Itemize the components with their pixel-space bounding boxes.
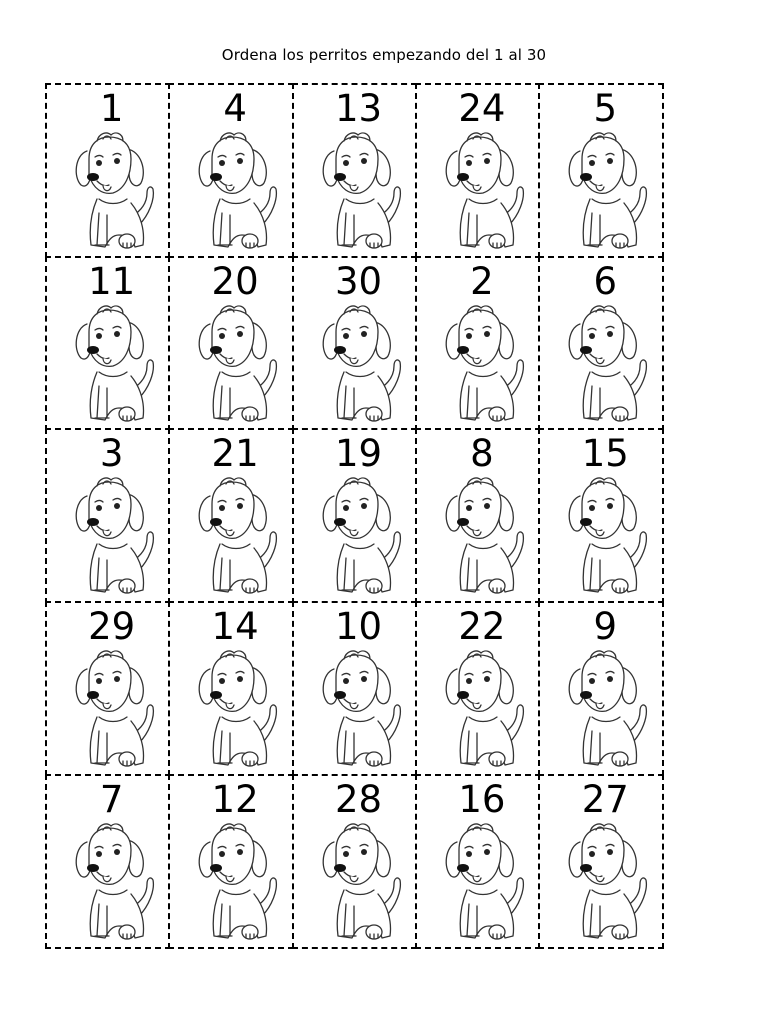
card-number: 4 xyxy=(223,86,247,130)
puppy-icon xyxy=(316,474,406,594)
number-card[interactable] xyxy=(45,774,171,949)
card-number: 29 xyxy=(88,605,136,649)
card-number: 24 xyxy=(458,86,506,130)
card-number: 3 xyxy=(99,432,124,476)
puppy-icon xyxy=(69,647,159,767)
puppy-icon xyxy=(69,474,159,594)
puppy-icon xyxy=(439,302,529,422)
card-number: 21 xyxy=(211,432,259,476)
number-card[interactable] xyxy=(415,428,541,603)
number-card[interactable] xyxy=(168,774,294,949)
card-number: 5 xyxy=(593,86,618,130)
card-number: 8 xyxy=(470,432,494,476)
puppy-icon xyxy=(192,474,282,594)
number-card[interactable] xyxy=(45,83,171,258)
number-card[interactable] xyxy=(538,774,664,949)
card-number: 11 xyxy=(88,259,136,303)
card-number: 10 xyxy=(334,605,383,649)
puppy-icon xyxy=(69,820,159,940)
number-card[interactable] xyxy=(292,428,418,603)
number-card[interactable] xyxy=(415,774,541,949)
number-card[interactable] xyxy=(538,256,664,431)
puppy-icon xyxy=(192,647,282,767)
puppy-icon xyxy=(562,474,652,594)
card-number: 2 xyxy=(470,259,494,303)
card-number: 15 xyxy=(581,432,629,476)
number-card[interactable] xyxy=(415,83,541,258)
puppy-icon xyxy=(316,647,406,767)
card-number: 28 xyxy=(334,777,383,821)
card-number: 20 xyxy=(211,259,259,303)
card-number: 12 xyxy=(211,777,259,821)
puppy-icon xyxy=(562,129,652,249)
puppy-icon xyxy=(192,129,282,249)
card-number: 6 xyxy=(593,259,618,303)
card-number: 7 xyxy=(99,777,124,821)
number-card[interactable] xyxy=(292,774,418,949)
number-card[interactable] xyxy=(168,601,294,776)
number-card[interactable] xyxy=(538,601,664,776)
puppy-icon xyxy=(192,302,282,422)
number-card[interactable] xyxy=(168,428,294,603)
card-number: 1 xyxy=(99,86,124,130)
puppy-icon xyxy=(562,647,652,767)
card-grid xyxy=(46,84,663,948)
number-card[interactable] xyxy=(45,601,171,776)
puppy-icon xyxy=(316,129,406,249)
number-card[interactable] xyxy=(45,428,171,603)
puppy-icon xyxy=(69,302,159,422)
puppy-icon xyxy=(562,302,652,422)
number-card[interactable] xyxy=(168,256,294,431)
puppy-icon xyxy=(439,820,529,940)
card-number: 14 xyxy=(211,605,259,649)
card-number: 30 xyxy=(334,259,383,303)
puppy-icon xyxy=(439,474,529,594)
card-number: 9 xyxy=(593,605,618,649)
number-card[interactable] xyxy=(168,83,294,258)
number-card[interactable] xyxy=(538,428,664,603)
number-card[interactable] xyxy=(45,256,171,431)
card-number: 13 xyxy=(334,86,383,130)
puppy-icon xyxy=(316,302,406,422)
puppy-icon xyxy=(562,820,652,940)
card-number: 22 xyxy=(458,605,506,649)
number-card[interactable] xyxy=(292,256,418,431)
card-number: 16 xyxy=(458,777,506,821)
number-card[interactable] xyxy=(292,601,418,776)
number-card[interactable] xyxy=(415,256,541,431)
puppy-icon xyxy=(439,129,529,249)
number-card[interactable] xyxy=(415,601,541,776)
card-number: 27 xyxy=(581,777,629,821)
puppy-icon xyxy=(192,820,282,940)
page-title: Ordena los perritos empezando del 1 al 30 xyxy=(221,46,547,64)
puppy-icon xyxy=(439,647,529,767)
puppy-icon xyxy=(316,820,406,940)
puppy-icon xyxy=(69,129,159,249)
card-number: 19 xyxy=(334,432,383,476)
number-card[interactable] xyxy=(538,83,664,258)
number-card[interactable] xyxy=(292,83,418,258)
